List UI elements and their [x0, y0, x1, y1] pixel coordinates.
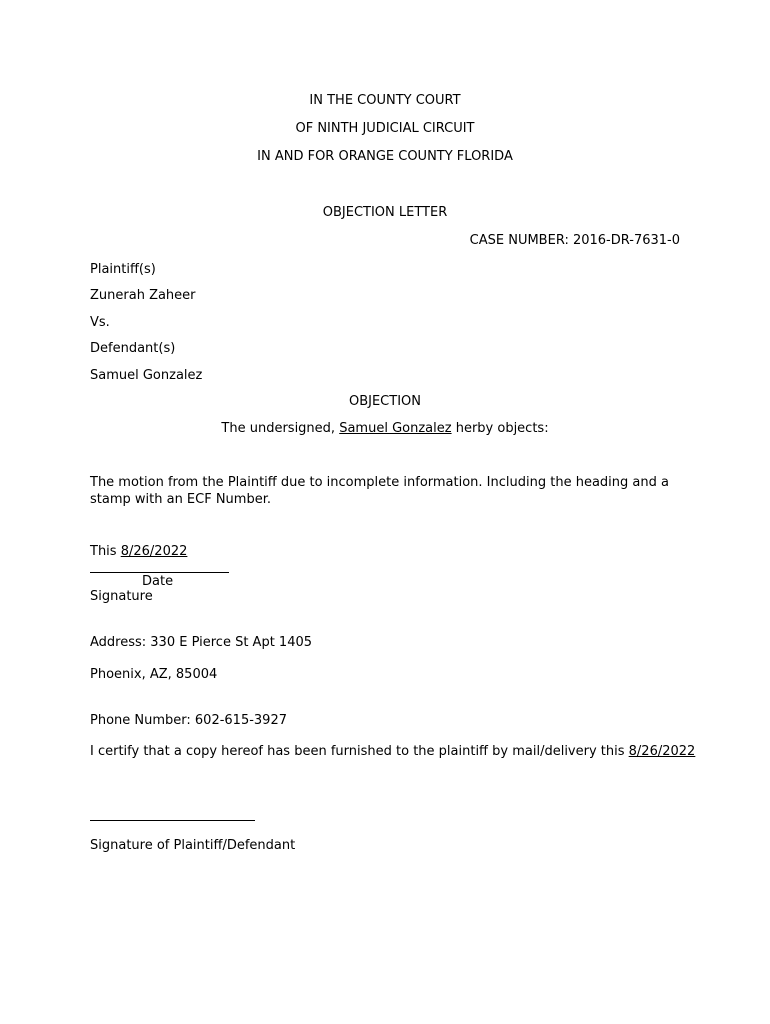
address: Address: 330 E Pierce St Apt 1405	[90, 635, 313, 650]
dated-prefix: This	[90, 544, 117, 559]
certification-date: 8/26/2022	[628, 744, 696, 759]
intro-prefix: The undersigned,	[221, 421, 336, 436]
letter-title: OBJECTION LETTER	[322, 205, 448, 220]
defendant-name: Samuel Gonzalez	[90, 368, 203, 383]
defendant-label: Defendant(s)	[90, 341, 176, 356]
plaintiff-name: Zunerah Zaheer	[90, 288, 196, 303]
footer-signature-label: Signature of Plaintiff/Defendant	[90, 838, 296, 853]
footer-signature-line	[90, 820, 255, 821]
objection-body: The motion from the Plaintiff due to incomplete information. Including the heading and a stamp with an ECF Number.	[90, 475, 669, 507]
objection-intro	[0, 421, 770, 436]
case-number: CASE NUMBER: 2016-DR-7631-0	[469, 233, 680, 248]
dated-date: 8/26/2022	[120, 544, 188, 559]
court-name: IN THE COUNTY COURT	[309, 93, 461, 108]
date-label: Date	[142, 574, 174, 589]
versus-label: Vs.	[90, 315, 110, 330]
intro-name: Samuel Gonzalez	[339, 421, 452, 436]
plaintiff-label: Plaintiff(s)	[90, 262, 156, 277]
objection-heading: OBJECTION	[348, 394, 421, 409]
city-state-zip: Phoenix, AZ, 85004	[90, 667, 218, 682]
court-county: IN AND FOR ORANGE COUNTY FLORIDA	[257, 149, 513, 164]
dated-line	[90, 544, 187, 559]
court-circuit: OF NINTH JUDICIAL CIRCUIT	[295, 121, 475, 136]
signature-label: Signature	[90, 589, 153, 604]
certification-text: I certify that a copy hereof has been furnished to the plaintiff by mail/delivery this	[90, 744, 625, 759]
intro-suffix: herby objects:	[455, 421, 549, 436]
phone-number: Phone Number: 602-615-3927	[90, 713, 287, 728]
certification-statement	[90, 744, 695, 759]
date-signature-line	[90, 572, 229, 573]
